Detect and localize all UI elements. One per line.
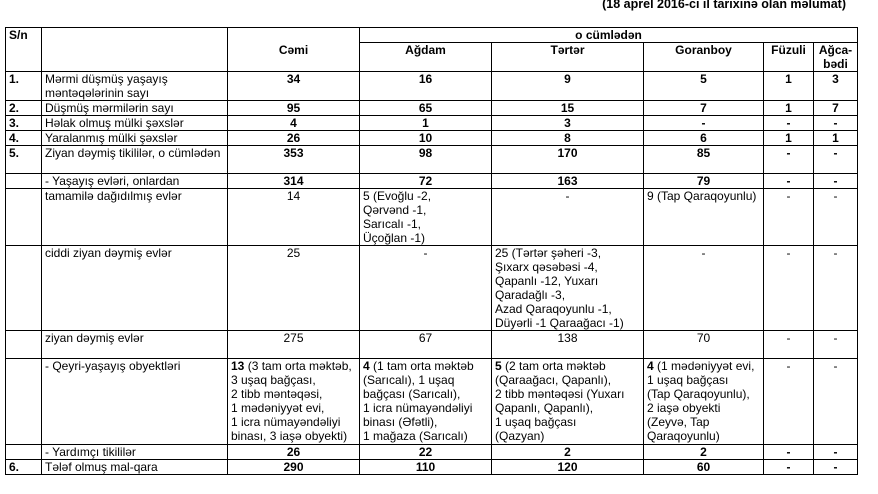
cell-cemi: [228, 359, 360, 445]
header-col-fuzuli: Füzuli: [764, 43, 814, 72]
cell-agdam: 65: [360, 101, 492, 116]
cell-fuzuli: -: [764, 146, 814, 174]
cell-cemi: 290: [228, 460, 360, 475]
row-number: [6, 359, 42, 445]
cell-agdam-count: 4: [363, 359, 370, 373]
table-row: [6, 174, 858, 189]
row-number: [6, 174, 42, 189]
header-o-cumleden: o cümlədən: [360, 28, 858, 43]
cell-goranboy: 70: [644, 331, 764, 359]
table-row: [6, 445, 858, 460]
cell-goranboy-detail: (1 mədəniyyət evi, 1 uşaq bağçası (Tap Qaraqoyunlu), 2 iaşə obyekti (Zeyvə, Tap Qaraqoyunlu): [647, 359, 755, 443]
cell-agdam: 22: [360, 445, 492, 460]
row-label: ciddi ziyan dəymiş evlər: [42, 246, 228, 331]
report-date-caption: (18 aprel 2016-cı il tarixinə olan məlumat): [602, 0, 846, 11]
cell-agcabedi: -: [814, 246, 858, 331]
row-number: 4.: [6, 131, 42, 146]
header-blank: [42, 28, 228, 72]
cell-goranboy: 85: [644, 146, 764, 174]
row-number: 2.: [6, 101, 42, 116]
cell-cemi: 26: [228, 445, 360, 460]
table-row: [6, 72, 858, 101]
cell-terter: 138: [492, 331, 644, 359]
header-cemi: Cəmi: [228, 28, 360, 72]
cell-goranboy: 6: [644, 131, 764, 146]
cell-fuzuli: -: [764, 189, 814, 246]
row-number: [6, 189, 42, 246]
table-row: [6, 359, 858, 445]
row-label: - Qeyri-yaşayış obyektləri: [42, 359, 228, 445]
cell-agcabedi: -: [814, 331, 858, 359]
cell-fuzuli: -: [764, 174, 814, 189]
cell-terter: [492, 359, 644, 445]
table-row: [6, 331, 858, 359]
table-row: [6, 146, 858, 174]
cell-cemi: 25: [228, 246, 360, 331]
cell-agcabedi: -: [814, 189, 858, 246]
cell-terter: 25 (Tərtər şəheri -3, Şıxarx qəsəbəsi -4, Qapanlı -12, Yuxarı Qaradağlı -3, Azad Qaraqoyunlu -1, Düyərli -1 Qaraağacı -1): [492, 246, 644, 331]
row-number: [6, 445, 42, 460]
cell-fuzuli: 1: [764, 131, 814, 146]
cell-terter: 120: [492, 460, 644, 475]
table-row: [6, 131, 858, 146]
cell-goranboy: 2: [644, 445, 764, 460]
row-number: 1.: [6, 72, 42, 101]
row-number: 5.: [6, 146, 42, 174]
cell-agdam: 72: [360, 174, 492, 189]
header-col-goranboy: Goranboy: [644, 43, 764, 72]
cell-terter: 3: [492, 116, 644, 131]
row-number: [6, 246, 42, 331]
row-number: [6, 331, 42, 359]
cell-goranboy: -: [644, 246, 764, 331]
cell-agcabedi: -: [814, 445, 858, 460]
row-label: Ziyan dəymiş tikililər, o cümlədən: [42, 146, 228, 174]
cell-agcabedi: -: [814, 116, 858, 131]
header-sn: S/n: [6, 28, 42, 72]
damage-table: [5, 27, 858, 475]
cell-goranboy: 5: [644, 72, 764, 101]
cell-terter: 15: [492, 101, 644, 116]
cell-cemi: 314: [228, 174, 360, 189]
cell-cemi: 34: [228, 72, 360, 101]
cell-fuzuli: -: [764, 359, 814, 445]
cell-goranboy: -: [644, 116, 764, 131]
cell-agcabedi: 1: [814, 131, 858, 146]
cell-agdam: 10: [360, 131, 492, 146]
cell-agcabedi: -: [814, 460, 858, 475]
cell-cemi-detail: (3 tam orta məktəb, 3 uşaq bağçası, 2 tibb məntəqəsi, 1 mədəniyyət evi, 1 icra nümayəndəliyi binası, 3 iaşə obyekti): [231, 359, 352, 443]
row-label: Həlak olmuş mülki şəxslər: [42, 116, 228, 131]
cell-goranboy: [644, 359, 764, 445]
header-col-terter: Tərtər: [492, 43, 644, 72]
table-row: [6, 189, 858, 246]
cell-terter: 163: [492, 174, 644, 189]
cell-terter-detail: (2 tam orta məktəb (Qaraağacı, Qapanlı), 2 tibb məntəqəsi (Yuxarı Qapanlı, Qapanlı), 1 uşaq bağçası (Qazyan): [495, 359, 625, 443]
cell-fuzuli: -: [764, 331, 814, 359]
cell-agdam: 5 (Evoğlu -2, Qərvənd -1, Sarıcalı -1, Üçoğlan -1): [360, 189, 492, 246]
cell-agdam: 67: [360, 331, 492, 359]
cell-cemi: 4: [228, 116, 360, 131]
cell-cemi: 14: [228, 189, 360, 246]
cell-agdam: 16: [360, 72, 492, 101]
cell-agdam: 98: [360, 146, 492, 174]
cell-fuzuli: 1: [764, 101, 814, 116]
cell-fuzuli: -: [764, 246, 814, 331]
header-col-agcabedi: Ağca- bədi: [814, 43, 858, 72]
cell-agdam: 110: [360, 460, 492, 475]
row-label: ziyan dəymiş evlər: [42, 331, 228, 359]
cell-fuzuli: -: [764, 460, 814, 475]
cell-agcabedi: 7: [814, 101, 858, 116]
cell-agdam-detail: (1 tam orta məktəb (Sarıcalı), 1 uşaq bağçası (Sarıcalı), 1 icra nümayəndəliyi binası (Əfətli), 1 mağaza (Sarıcalı): [363, 359, 474, 443]
cell-terter: 2: [492, 445, 644, 460]
table-row: [6, 460, 858, 475]
cell-fuzuli: 1: [764, 72, 814, 101]
cell-cemi-count: 13: [231, 359, 245, 373]
cell-goranboy: 79: [644, 174, 764, 189]
table-row: [6, 116, 858, 131]
cell-cemi: 275: [228, 331, 360, 359]
row-label: - Yardımçı tikililər: [42, 445, 228, 460]
cell-agcabedi: -: [814, 146, 858, 174]
cell-goranboy: 9 (Tap Qaraqoyunlu): [644, 189, 764, 246]
cell-fuzuli: -: [764, 445, 814, 460]
cell-terter: 170: [492, 146, 644, 174]
cell-agcabedi: 3: [814, 72, 858, 101]
cell-terter-count: 5: [495, 359, 502, 373]
header-col-agdam: Ağdam: [360, 43, 492, 72]
table-row: [6, 246, 858, 331]
cell-terter: 9: [492, 72, 644, 101]
row-label: Mərmi düşmüş yaşayış məntəqələrinin sayı: [42, 72, 228, 101]
cell-goranboy: 60: [644, 460, 764, 475]
row-number: 3.: [6, 116, 42, 131]
row-label: Yaralanmış mülki şəxslər: [42, 131, 228, 146]
row-label: tamamilə dağıdılmış evlər: [42, 189, 228, 246]
cell-agdam: -: [360, 246, 492, 331]
header-row-1: [6, 28, 858, 43]
cell-fuzuli: -: [764, 116, 814, 131]
row-label: Düşmüş mərmilərin sayı: [42, 101, 228, 116]
cell-cemi: 353: [228, 146, 360, 174]
row-label: Tələf olmuş mal-qara: [42, 460, 228, 475]
row-number: 6.: [6, 460, 42, 475]
cell-terter: 8: [492, 131, 644, 146]
row-label: - Yaşayış evləri, onlardan: [42, 174, 228, 189]
cell-agdam: 1: [360, 116, 492, 131]
cell-cemi: 26: [228, 131, 360, 146]
cell-goranboy-count: 4: [647, 359, 654, 373]
cell-terter: -: [492, 189, 644, 246]
table-row: [6, 101, 858, 116]
cell-cemi: 95: [228, 101, 360, 116]
cell-agdam: [360, 359, 492, 445]
cell-agcabedi: -: [814, 359, 858, 445]
cell-agcabedi: -: [814, 174, 858, 189]
cell-goranboy: 7: [644, 101, 764, 116]
